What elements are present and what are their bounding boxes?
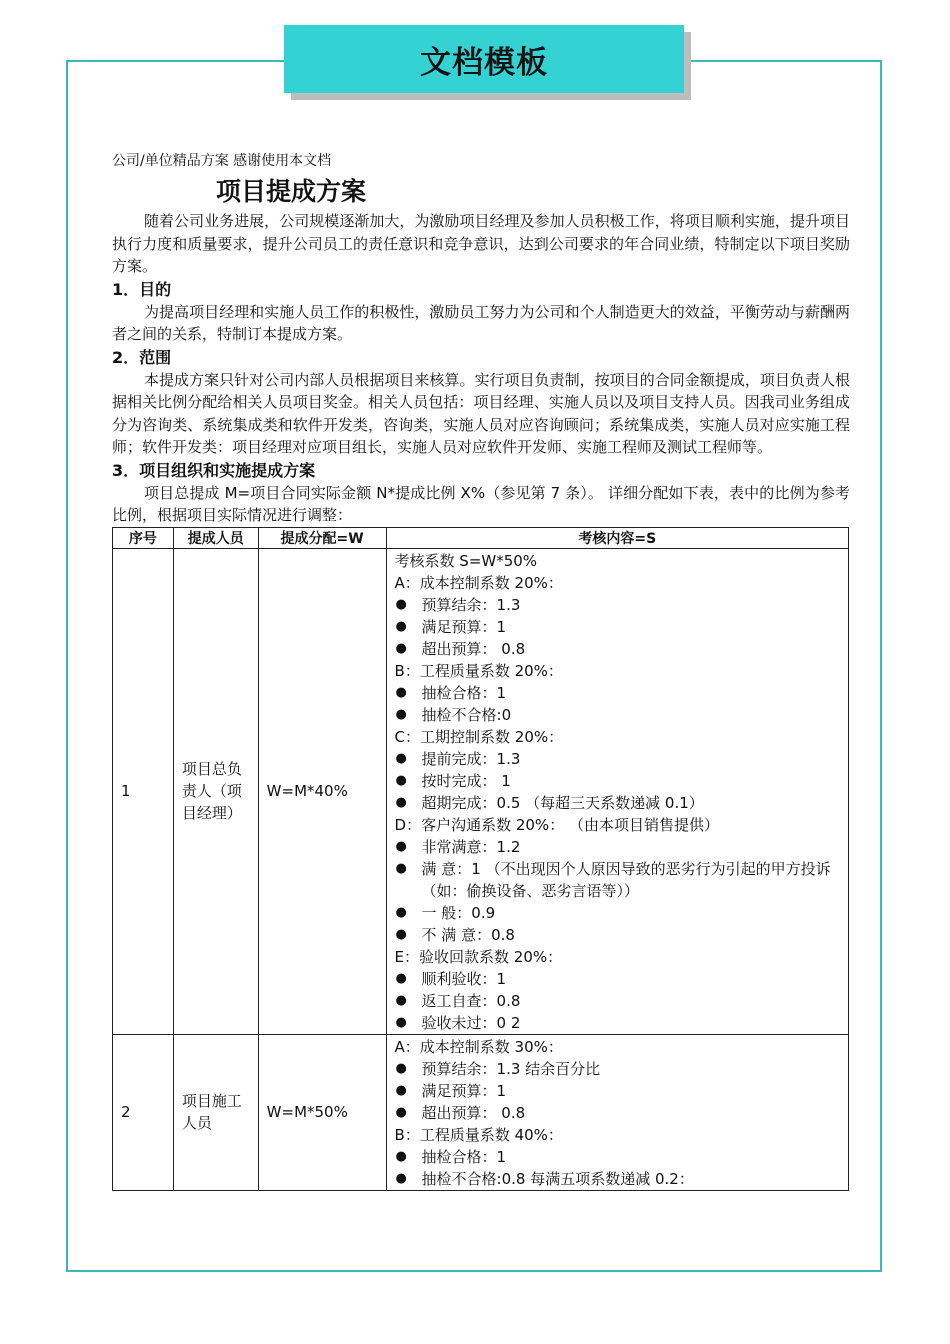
intro-paragraph: 随着公司业务进展，公司规模逐渐加大，为激励项目经理及参加人员积极工作，将项目顺利实施，提升项目执行力度和质量要求，提升公司员工的责任意识和竞争意识，达到公司要求的年合同业绩，特制定以下项目奖励方案。 bbox=[112, 212, 850, 275]
header-cell-alloc: 提成分配=W bbox=[258, 527, 386, 548]
assessment-bullet-text: 超出预算： 0.8 bbox=[421, 1103, 526, 1122]
assessment-bullet-item bbox=[395, 1012, 840, 1034]
row-assessment-cell bbox=[386, 548, 848, 1034]
assessment-line: A：成本控制系数 20%： bbox=[394, 573, 563, 592]
section-heading-plan: 3．项目组织和实施提成方案 bbox=[112, 460, 316, 480]
assessment-bullet-text: 抽检合格：1 bbox=[421, 683, 507, 702]
bullet-dot-icon: ● bbox=[395, 1082, 407, 1098]
bullet-dot-icon: ● bbox=[395, 860, 407, 876]
assessment-bullet-text: 提前完成：1.3 bbox=[421, 749, 521, 768]
row-number-cell: 2 bbox=[113, 1034, 174, 1190]
assessment-bullet-item bbox=[395, 616, 840, 638]
banner-title: 文档模板 bbox=[420, 44, 548, 81]
section-body-scope: 本提成方案只针对公司内部人员根据项目来核算。实行项目负责制，按项目的合同金额提成，项目负责人根据相关比例分配给相关人员项目奖金。相关人员包括：项目经理、实施人员以及项目支持人员。因我司业务组成分为咨询类、系统集成类和软件开发类，咨询类，实施人员对应咨询顾问；系统集成类，实施人员对应实施工程师；软件开发类：项目经理对应项目组长，实施人员对应软件开发师、实施工程师及测试工程师等。 bbox=[112, 370, 850, 456]
bullet-dot-icon: ● bbox=[395, 926, 407, 942]
bullet-dot-icon: ● bbox=[395, 706, 407, 722]
assessment-bullet-item bbox=[395, 1102, 840, 1124]
assessment-bullet-text: 验收未过：0 2 bbox=[421, 1013, 521, 1032]
bullet-dot-icon: ● bbox=[395, 1148, 407, 1164]
document-subtitle: 公司/单位精品方案 感谢使用本文档 bbox=[112, 153, 332, 169]
document-body bbox=[112, 148, 850, 1191]
bullet-dot-icon: ● bbox=[395, 618, 407, 634]
assessment-bullet-item bbox=[395, 968, 840, 990]
assessment-bullet-item bbox=[395, 924, 840, 946]
assessment-bullet-text: 抽检不合格:0.8 每满五项系数递减 0.2： bbox=[421, 1169, 694, 1188]
row-role-cell: 项目总负责人（项目经理） bbox=[173, 548, 258, 1034]
section-body-purpose: 为提高项目经理和实施人员工作的积极性，激励员工努力为公司和个人制造更大的效益，平衡劳动与薪酬两者之间的关系，特制订本提成方案。 bbox=[112, 302, 850, 343]
section-body-plan: 项目总提成 M=项目合同实际金额 N*提成比例 X%（参见第 7 条）。 详细分配如下表，表中的比例为参考比例，根据项目实际情况进行调整： bbox=[112, 483, 850, 524]
bullet-dot-icon: ● bbox=[395, 1014, 407, 1030]
bullet-dot-icon: ● bbox=[395, 838, 407, 854]
assessment-line: B：工程质量系数 20%： bbox=[394, 661, 563, 680]
assessment-bullet-text: 不 满 意：0.8 bbox=[421, 925, 515, 944]
table-header-row bbox=[113, 527, 849, 548]
assessment-bullet-text: 预算结余：1.3 结余百分比 bbox=[421, 1059, 601, 1078]
assessment-bullet-item bbox=[395, 748, 840, 770]
bullet-dot-icon: ● bbox=[395, 772, 407, 788]
assessment-bullet-text: 满足预算：1 bbox=[421, 617, 507, 636]
assessment-line: C：工期控制系数 20%： bbox=[394, 727, 564, 746]
row-number-cell: 1 bbox=[113, 548, 174, 1034]
table-row bbox=[113, 548, 849, 1034]
bullet-dot-icon: ● bbox=[395, 1104, 407, 1120]
row-assessment-cell bbox=[386, 1034, 848, 1190]
assessment-bullet-item bbox=[395, 990, 840, 1012]
assessment-bullet-text: 按时完成： 1 bbox=[421, 771, 511, 790]
table-row bbox=[113, 1034, 849, 1190]
assessment-line: A：成本控制系数 30%： bbox=[394, 1037, 563, 1056]
assessment-bullet-text: 抽检不合格:0 bbox=[421, 705, 512, 724]
assessment-bullet-item bbox=[395, 1058, 840, 1080]
assessment-bullet-item bbox=[395, 1080, 840, 1102]
assessment-bullet-text: 非常满意：1.2 bbox=[421, 837, 521, 856]
assessment-line: D：客户沟通系数 20%： （由本项目销售提供） bbox=[394, 815, 719, 834]
section-heading-purpose: 1．目的 bbox=[112, 279, 172, 299]
bullet-dot-icon: ● bbox=[395, 1170, 407, 1186]
assessment-bullet-item bbox=[395, 836, 840, 858]
header-cell-no: 序号 bbox=[113, 527, 174, 548]
assessment-bullet-text: 超期完成：0.5 （每超三天系数递减 0.1） bbox=[421, 793, 704, 812]
assessment-bullet-text: 一 般：0.9 bbox=[421, 903, 496, 922]
bullet-dot-icon: ● bbox=[395, 970, 407, 986]
assessment-bullet-item bbox=[395, 792, 840, 814]
assessment-bullet-text: 满足预算：1 bbox=[421, 1081, 507, 1100]
row-alloc-cell: W=M*40% bbox=[258, 548, 386, 1034]
assessment-line: 考核系数 S=W*50% bbox=[394, 551, 538, 570]
assessment-line: B：工程质量系数 40%： bbox=[394, 1125, 563, 1144]
bullet-dot-icon: ● bbox=[395, 596, 407, 612]
template-banner bbox=[284, 25, 684, 93]
bullet-dot-icon: ● bbox=[395, 1060, 407, 1076]
section-heading-scope: 2．范围 bbox=[112, 347, 172, 367]
bullet-dot-icon: ● bbox=[395, 640, 407, 656]
assessment-bullet-item bbox=[395, 704, 840, 726]
assessment-bullet-item bbox=[395, 1146, 840, 1168]
bullet-dot-icon: ● bbox=[395, 684, 407, 700]
assessment-line: E：验收回款系数 20%： bbox=[394, 947, 563, 966]
assessment-bullet-text: 超出预算： 0.8 bbox=[421, 639, 526, 658]
assessment-bullet-item bbox=[395, 902, 840, 924]
bullet-dot-icon: ● bbox=[395, 794, 407, 810]
bullet-dot-icon: ● bbox=[395, 904, 407, 920]
assessment-bullet-item bbox=[395, 770, 840, 792]
bullet-dot-icon: ● bbox=[395, 992, 407, 1008]
assessment-bullet-text: 返工自查：0.8 bbox=[421, 991, 521, 1010]
assessment-bullet-item bbox=[395, 638, 840, 660]
assessment-bullet-text: 顺利验收：1 bbox=[421, 969, 507, 988]
row-role-cell: 项目施工人员 bbox=[173, 1034, 258, 1190]
assessment-bullet-item bbox=[395, 858, 840, 902]
row-alloc-cell: W=M*50% bbox=[258, 1034, 386, 1190]
assessment-bullet-item bbox=[395, 1168, 840, 1190]
assessment-bullet-item bbox=[395, 682, 840, 704]
document-title: 项目提成方案 bbox=[216, 177, 367, 206]
header-cell-role: 提成人员 bbox=[173, 527, 258, 548]
assessment-bullet-item bbox=[395, 594, 840, 616]
assessment-bullet-text: 预算结余：1.3 bbox=[421, 595, 521, 614]
assessment-bullet-text: 抽检合格：1 bbox=[421, 1147, 507, 1166]
bullet-dot-icon: ● bbox=[395, 750, 407, 766]
commission-table bbox=[112, 527, 849, 1191]
assessment-bullet-text: 满 意：1 （不出现因个人原因导致的恶劣行为引起的甲方投诉（如：偷换设备、恶劣言语等）） bbox=[421, 859, 831, 900]
header-cell-content: 考核内容=S bbox=[386, 527, 848, 548]
